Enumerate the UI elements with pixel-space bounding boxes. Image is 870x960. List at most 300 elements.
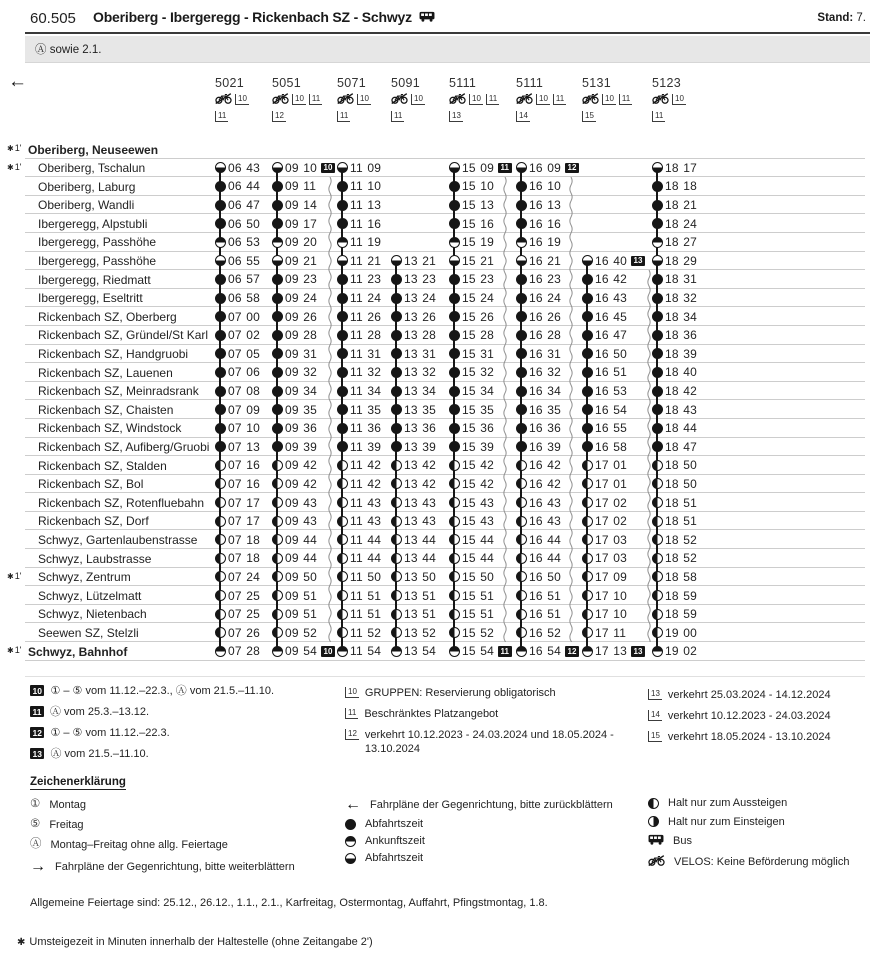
time-value: 13 51 <box>404 607 437 622</box>
time-cell <box>215 605 260 624</box>
time-cell <box>337 400 381 419</box>
stop-icon <box>516 404 527 415</box>
time-value: 13 42 <box>404 458 437 473</box>
stop-icon <box>582 293 593 304</box>
time-value: 09 10 <box>285 160 318 175</box>
exit-only-icon <box>449 478 460 489</box>
time-value: 19 00 <box>665 625 698 640</box>
stand-label: Stand: <box>817 12 854 24</box>
time-value: 16 54 <box>529 644 562 659</box>
stop-row <box>25 605 865 624</box>
stop-icon <box>337 404 348 415</box>
footnote-ref: 10 <box>411 94 425 105</box>
time-cell <box>516 419 561 438</box>
exit-only-icon <box>652 553 663 564</box>
time-cell <box>652 177 697 196</box>
stop-row <box>25 363 865 382</box>
stop-icon <box>337 330 348 341</box>
exit-only-icon <box>516 553 527 564</box>
stop-icon <box>652 293 663 304</box>
transfer-time-marker <box>7 645 21 655</box>
stop-name: Ibergeregg, Riedmatt <box>38 272 151 287</box>
footnote-text: verkehrt 18.05.2024 - 13.10.2024 <box>667 731 831 743</box>
time-value: 15 21 <box>462 253 495 268</box>
stop-row <box>7 159 865 178</box>
time-value: 17 01 <box>595 458 628 473</box>
time-cell <box>391 493 436 512</box>
footnote-ref: 12 <box>345 729 359 740</box>
time-cell <box>391 623 436 642</box>
stop-name: Rickenbach SZ, Dorf <box>38 514 149 529</box>
board-only-icon <box>648 816 659 827</box>
time-cell <box>391 438 436 457</box>
stop-icon <box>391 404 402 415</box>
time-value: 18 44 <box>665 421 698 436</box>
time-value: 16 16 <box>529 216 562 231</box>
stop-icon <box>516 311 527 322</box>
stop-icon <box>516 367 527 378</box>
stop-name: Rickenbach SZ, Oberberg <box>38 309 177 324</box>
time-cell <box>272 345 317 364</box>
exit-only-icon <box>449 534 460 545</box>
footnote-badge: 13 <box>631 646 645 657</box>
legend-item <box>648 797 850 809</box>
time-value: 07 18 <box>228 532 261 547</box>
stop-icon <box>391 311 402 322</box>
footnote-text: ① – ⑤ vom 11.12.–22.3. <box>50 727 170 739</box>
time-cell <box>652 363 697 382</box>
transfer-star-icon: ✱ <box>7 162 14 172</box>
time-value: 16 09 <box>529 160 562 175</box>
arrival-icon <box>449 646 460 657</box>
exit-only-icon <box>391 627 402 638</box>
time-value: 15 13 <box>462 198 495 213</box>
exit-only-icon <box>215 497 226 508</box>
time-cell <box>652 233 697 252</box>
time-value: 17 03 <box>595 532 628 547</box>
time-value: 15 26 <box>462 309 495 324</box>
time-value: 18 50 <box>665 458 698 473</box>
exit-only-icon <box>516 571 527 582</box>
time-cell <box>215 568 260 587</box>
time-cell <box>516 642 579 661</box>
departure-icon <box>391 255 402 266</box>
legend-text: Bus <box>673 835 692 847</box>
time-cell <box>516 568 561 587</box>
time-value: 18 29 <box>665 253 698 268</box>
time-value: 11 32 <box>350 365 382 380</box>
time-cell <box>391 475 436 494</box>
transfer-star-icon: ✱ <box>7 571 14 581</box>
time-value: 13 23 <box>404 272 437 287</box>
time-value: 11 51 <box>350 607 382 622</box>
time-value: 11 21 <box>350 253 382 268</box>
footnote-ref: 11 <box>345 708 358 719</box>
time-value: 11 42 <box>350 476 382 491</box>
time-value: 09 43 <box>285 495 318 510</box>
time-value: 11 52 <box>350 625 382 640</box>
time-cell <box>516 456 561 475</box>
departure-icon <box>449 255 460 266</box>
time-cell <box>272 289 317 308</box>
legend-item <box>345 852 613 864</box>
time-value: 11 31 <box>350 346 382 361</box>
time-cell <box>652 400 697 419</box>
departure-first-stop-icon <box>345 853 356 864</box>
time-cell <box>582 512 627 531</box>
stop-name: Rickenbach SZ, Aufiberg/Gruobi <box>38 440 210 454</box>
footnote-badge: 11 <box>498 163 511 174</box>
stop-icon <box>337 293 348 304</box>
stop-row <box>25 196 865 215</box>
footnote-badge: 11 <box>498 646 511 657</box>
time-cell <box>516 605 561 624</box>
stop-name: Rickenbach SZ, Bol <box>38 477 144 492</box>
exit-only-icon <box>391 609 402 620</box>
footnote-item <box>345 728 660 756</box>
exit-only-icon <box>337 460 348 471</box>
footnote-ref: 14 <box>648 710 662 721</box>
exit-only-icon <box>516 516 527 527</box>
stop-name: Oberiberg, Neuseewen <box>28 142 159 157</box>
departure-icon <box>516 255 527 266</box>
time-value: 17 02 <box>595 514 628 529</box>
time-value: 15 43 <box>462 514 495 529</box>
footnote-text: Beschränktes Platzangebot <box>364 708 499 720</box>
footnotes-middle <box>345 686 660 763</box>
trip-notes-row <box>391 92 425 107</box>
time-value: 11 34 <box>350 384 382 399</box>
stop-name: Schwyz, Zentrum <box>38 570 131 585</box>
stop-row <box>7 642 865 661</box>
stop-icon <box>652 311 663 322</box>
trip-notes-row <box>582 109 632 124</box>
time-cell <box>215 549 260 568</box>
time-value: 11 44 <box>350 551 382 566</box>
trip-columns-header <box>0 76 870 136</box>
footnote-ref: 11 <box>652 111 665 122</box>
footnote-ref: 15 <box>582 111 596 122</box>
bus-icon <box>419 9 435 25</box>
time-cell <box>582 345 627 364</box>
time-value: 11 51 <box>350 588 382 603</box>
holidays-note: Allgemeine Feiertage sind: 25.12., 26.12., 1.1., 2.1., Karfreitag, Ostermontag, Auffahrt, Pfingstmontag, 1.8. <box>30 897 548 909</box>
departure-icon <box>272 255 283 266</box>
time-value: 09 42 <box>285 476 318 491</box>
time-cell <box>337 177 381 196</box>
footnote-ref: 13 <box>648 689 662 700</box>
time-cell <box>516 196 561 215</box>
arrival-icon <box>449 237 460 248</box>
arrival-icon <box>516 237 527 248</box>
arrival-icon <box>215 237 226 248</box>
stop-icon <box>272 348 283 359</box>
time-value: 13 32 <box>404 365 437 380</box>
time-cell <box>582 326 627 345</box>
time-cell <box>516 307 561 326</box>
footnote-badge: 12 <box>565 646 579 657</box>
time-cell <box>215 307 260 326</box>
stop-name: Rickenbach SZ, Rotenfluebahn <box>38 495 205 510</box>
time-value: 09 51 <box>285 607 318 622</box>
footnote-item <box>345 686 660 700</box>
time-cell <box>215 530 260 549</box>
time-value: 16 31 <box>529 346 562 361</box>
exit-only-icon <box>337 571 348 582</box>
time-cell <box>449 475 494 494</box>
footnote-text: verkehrt 10.12.2023 - 24.03.2024 und 18.05.2024 - 13.10.2024 <box>364 729 614 755</box>
exit-only-icon <box>449 571 460 582</box>
stop-icon <box>215 274 226 285</box>
time-value: 15 10 <box>462 179 495 194</box>
time-cell <box>449 196 494 215</box>
departure-icon <box>337 255 348 266</box>
time-cell <box>652 456 697 475</box>
stop-icon <box>272 386 283 397</box>
time-value: 11 36 <box>350 421 382 436</box>
time-cell <box>516 363 561 382</box>
exit-only-icon <box>215 590 226 601</box>
time-cell <box>582 549 627 568</box>
trip-column-header <box>582 76 632 124</box>
stop-icon <box>516 348 527 359</box>
legend-text: Fahrpläne der Gegenrichtung, bitte zurückblättern <box>370 799 613 811</box>
time-value: 11 13 <box>350 198 382 213</box>
footnote-text: ① – ⑤ vom 11.12.–22.3., Ⓐ vom 21.5.–11.10. <box>50 685 275 697</box>
stop-icon <box>582 311 593 322</box>
stop-icon <box>516 200 527 211</box>
stop-name: Oberiberg, Laburg <box>38 179 136 194</box>
time-value: 16 35 <box>529 402 562 417</box>
stop-row <box>25 419 865 438</box>
trip-column-header <box>652 76 686 124</box>
stop-icon <box>391 330 402 341</box>
timetable <box>0 140 870 661</box>
stop-row <box>25 438 865 457</box>
time-cell <box>272 438 317 457</box>
stop-name: Rickenbach SZ, Chaisten <box>38 402 174 417</box>
stop-icon <box>652 441 663 452</box>
stop-icon <box>516 274 527 285</box>
footnote-ref: 11 <box>309 94 322 105</box>
no-service-wavy-line <box>502 177 508 642</box>
stop-row <box>25 289 865 308</box>
legend-item <box>30 839 295 851</box>
stop-name: Ibergeregg, Eseltritt <box>38 291 143 306</box>
exit-only-icon <box>391 497 402 508</box>
stop-row <box>25 382 865 401</box>
time-cell <box>391 530 436 549</box>
stop-icon <box>391 441 402 452</box>
legend-heading: Zeichenerklärung <box>30 776 126 788</box>
time-cell <box>272 177 316 196</box>
time-cell <box>215 382 260 401</box>
arrival-icon <box>391 646 402 657</box>
time-cell <box>337 568 381 587</box>
time-cell <box>582 456 627 475</box>
time-value: 07 17 <box>228 495 261 510</box>
exit-only-icon <box>449 627 460 638</box>
time-value: 16 40 <box>595 253 628 268</box>
time-cell <box>582 400 627 419</box>
departure-icon <box>449 162 460 173</box>
legend-text: Freitag <box>49 819 84 831</box>
exit-only-icon <box>391 590 402 601</box>
time-value: 16 43 <box>529 495 562 510</box>
time-cell <box>516 512 561 531</box>
time-cell <box>391 400 436 419</box>
time-value: 11 44 <box>350 532 382 547</box>
exit-only-icon <box>582 571 593 582</box>
legend-item <box>648 834 850 848</box>
time-cell <box>652 419 697 438</box>
trip-notes-row <box>215 92 249 107</box>
stop-icon <box>449 200 460 211</box>
arrival-icon <box>582 646 593 657</box>
time-value: 11 23 <box>350 272 382 287</box>
time-value: 13 54 <box>404 644 437 659</box>
time-value: 18 59 <box>665 588 698 603</box>
stop-icon <box>215 200 226 211</box>
trip-notes-row <box>652 92 686 107</box>
exit-only-icon <box>337 553 348 564</box>
time-value: 07 05 <box>228 346 261 361</box>
stop-name: Schwyz, Bahnhof <box>28 644 128 659</box>
transfer-star-icon: ✱ <box>17 936 26 948</box>
exit-only-icon <box>215 553 226 564</box>
exit-only-icon <box>272 590 283 601</box>
time-cell <box>215 214 260 233</box>
time-cell <box>516 214 561 233</box>
stop-icon <box>391 274 402 285</box>
time-value: 09 28 <box>285 328 318 343</box>
departure-icon <box>345 819 356 830</box>
stop-icon <box>215 404 226 415</box>
footnote-separator <box>25 676 865 677</box>
exit-only-icon <box>582 460 593 471</box>
footnote-ref: 10 <box>345 687 359 698</box>
time-value: 16 36 <box>529 421 562 436</box>
trip-notes-row <box>391 109 425 124</box>
time-value: 11 54 <box>350 644 382 659</box>
trip-column-header <box>337 76 371 124</box>
time-value: 11 09 <box>350 160 382 175</box>
velo-icon <box>516 91 533 109</box>
stop-name: Ibergeregg, Alpstubli <box>38 216 148 231</box>
stop-name: Rickenbach SZ, Lauenen <box>38 365 173 380</box>
time-cell <box>272 605 317 624</box>
time-cell <box>215 252 260 271</box>
exit-only-icon <box>215 534 226 545</box>
time-cell <box>652 289 697 308</box>
exit-only-icon <box>391 460 402 471</box>
exit-only-icon <box>215 609 226 620</box>
time-value: 18 52 <box>665 551 698 566</box>
time-cell <box>516 400 561 419</box>
time-cell <box>652 568 697 587</box>
stop-row <box>25 549 865 568</box>
time-value: 09 17 <box>285 216 318 231</box>
legend-item <box>345 797 613 813</box>
time-value: 16 47 <box>595 328 628 343</box>
footnotes-right <box>648 688 863 751</box>
legend-text: VELOS: Keine Beförderung möglich <box>674 855 850 868</box>
stop-icon <box>272 200 283 211</box>
footnote-text: Ⓐ vom 25.3.–13.12. <box>50 706 150 718</box>
time-value: 15 23 <box>462 272 495 287</box>
stop-icon <box>582 404 593 415</box>
stop-icon <box>272 367 283 378</box>
transfer-note-text: Umsteigezeit in Minuten innerhalb der Haltestelle (ohne Zeitangabe 2') <box>29 936 373 948</box>
footnote-badge: 11 <box>30 706 44 717</box>
arrival-icon <box>652 646 663 657</box>
stop-name: Schwyz, Lützelmatt <box>38 588 142 603</box>
time-cell <box>516 289 561 308</box>
time-cell <box>516 326 561 345</box>
time-cell <box>337 382 381 401</box>
time-cell <box>516 159 579 178</box>
velo-icon <box>582 91 599 109</box>
footnote-item <box>30 684 330 698</box>
time-value: 13 24 <box>404 291 437 306</box>
time-value: 16 21 <box>529 253 562 268</box>
stop-icon <box>337 441 348 452</box>
time-value: 18 51 <box>665 495 698 510</box>
time-cell <box>272 456 317 475</box>
time-value: 15 36 <box>462 421 495 436</box>
time-cell <box>449 512 494 531</box>
time-value: 13 36 <box>404 421 437 436</box>
time-value: 16 50 <box>529 569 562 584</box>
time-value: 16 54 <box>595 402 628 417</box>
time-value: 13 21 <box>404 253 437 268</box>
exit-only-icon <box>449 553 460 564</box>
stop-name: Ibergeregg, Passhöhe <box>38 235 157 250</box>
time-cell <box>337 493 381 512</box>
time-value: 13 39 <box>404 439 437 454</box>
time-value: 09 32 <box>285 365 318 380</box>
time-cell <box>652 345 697 364</box>
exit-only-icon <box>582 627 593 638</box>
time-cell <box>337 252 381 271</box>
stop-icon <box>449 423 460 434</box>
exit-only-icon <box>272 460 283 471</box>
time-value: 11 43 <box>350 495 382 510</box>
time-cell <box>516 549 561 568</box>
time-value: 15 32 <box>462 365 495 380</box>
footnote-ref: 13 <box>449 111 463 122</box>
stop-name: Schwyz, Gartenlaubenstrasse <box>38 532 198 547</box>
time-value: 11 39 <box>350 439 382 454</box>
time-cell <box>272 586 317 605</box>
route-title: Oberiberg - Ibergeregg - Rickenbach SZ - Schwyz <box>93 9 412 25</box>
legend-item <box>648 855 850 869</box>
exit-only-icon <box>272 553 283 564</box>
time-value: 16 55 <box>595 421 628 436</box>
time-value: 19 02 <box>665 644 698 659</box>
footnote-item <box>648 688 863 702</box>
time-cell <box>337 345 381 364</box>
time-value: 17 10 <box>595 607 628 622</box>
footnote-ref: 10 <box>469 94 483 105</box>
time-value: 06 58 <box>228 291 261 306</box>
line-number: 60.505 <box>30 10 76 27</box>
time-value: 15 39 <box>462 439 495 454</box>
time-cell <box>337 159 381 178</box>
time-value: 07 17 <box>228 514 261 529</box>
exit-only-icon <box>391 571 402 582</box>
legend-item <box>30 859 295 875</box>
